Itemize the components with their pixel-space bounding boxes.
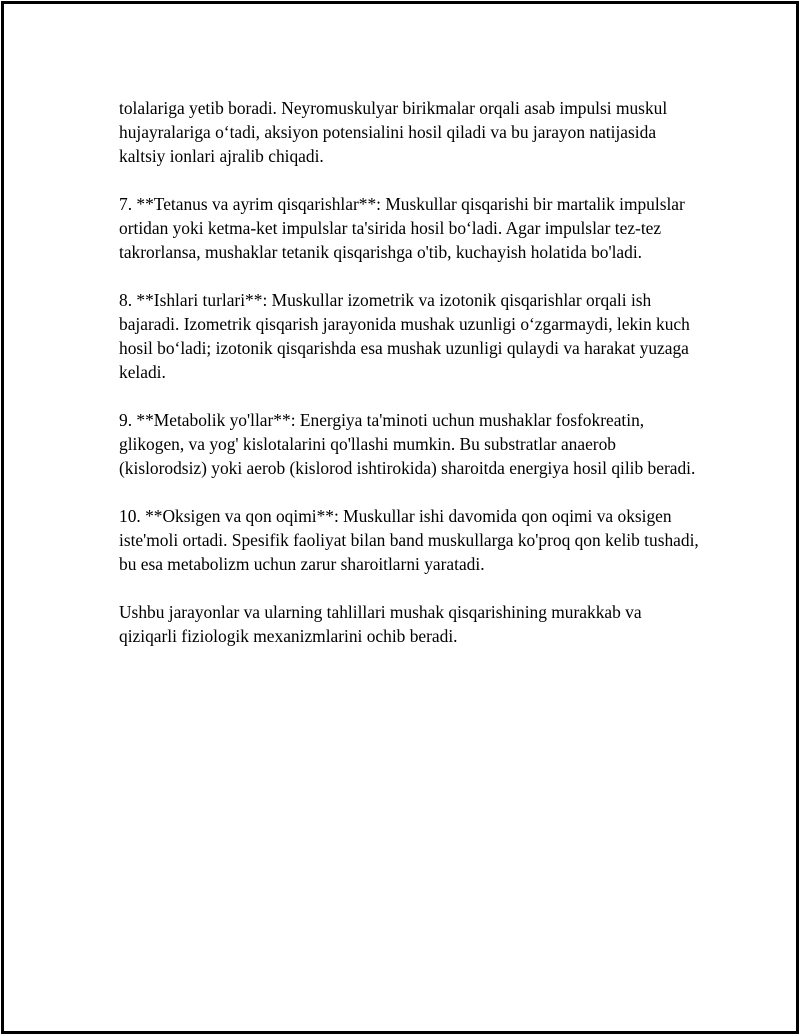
paragraph-continuation: tolalariga yetib boradi. Neyromuskulyar birikmalar orqali asab impulsi muskul hujayralariga o‘tadi, aksiyon potensialini hosil qiladi va bu jarayon natijasida kaltsiy ionlari ajralib chiqadi.	[119, 98, 668, 166]
paragraph-item-7: 7. **Tetanus va ayrim qisqarishlar**: Muskullar qisqarishi bir martalik impulslar ortidan yoki ketma-ket impulslar ta'sirida hosil bo‘ladi. Agar impulslar tez-tez takrorlansa, mushaklar tetanik qisqarishga o'tib, kuchayish holatida bo'ladi.	[119, 194, 685, 262]
paragraph-item-10: 10. **Oksigen va qon oqimi**: Muskullar ishi davomida qon oqimi va oksigen iste'moli ortadi. Spesifik faoliyat bilan band muskullarga ko'proq qon kelib tushadi, bu esa metabolizm uchun zarur sharoitlarni yaratadi.	[119, 506, 699, 574]
paragraph-item-9: 9. **Metabolik yo'llar**: Energiya ta'minoti uchun mushaklar fosfokreatin, glikogen, va yog' kislotalarini qo'llashi mumkin. Bu substratlar anaerob (kislorodsiz) yoki aerob (kislorod ishtirokida) sharoitda energiya hosil qilib beradi.	[119, 410, 696, 478]
paragraph-conclusion: Ushbu jarayonlar va ularning tahlillari mushak qisqarishining murakkab va qiziqarli fiziologik mexanizmlarini ochib beradi.	[119, 602, 642, 646]
paragraph-item-8: 8. **Ishlari turlari**: Muskullar izometrik va izotonik qisqarishlar orqali ish bajaradi. Izometrik qisqarish jarayonida mushak uzunligi o‘zgarmaydi, lekin kuch hosil bo‘ladi; izotonik qisqarishda esa mushak uzunligi qulaydi va harakat yuzaga keladi.	[119, 290, 690, 382]
page-frame	[1, 1, 799, 1034]
document-body	[119, 96, 699, 672]
